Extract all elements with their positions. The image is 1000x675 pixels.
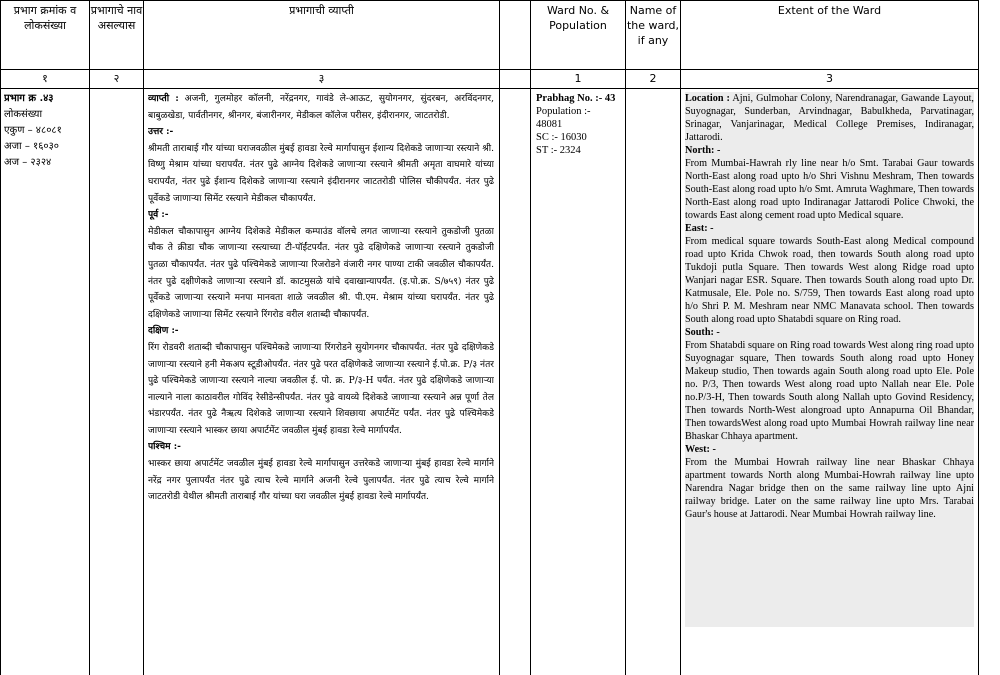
mr-east-label: पूर्व :- xyxy=(148,209,169,221)
en-east-text: From medical square towards South-East along Medical compound road upto Krida Chwok road, then towards South along road upto Tukdoji putla Square. Then towards West along Ridge road upto Wanjari nagar ESR. Square. Then towards South along road upto Dr. Katmusale, Ele. Pole no. S/759, Then towards East along road upto h/o Shri P. M. Meshram near NMC Manavata school. Then towards South along road upto Shatabdi square on Ring road. xyxy=(685,236,974,325)
grid-line xyxy=(530,0,531,675)
en-south-label: South: - xyxy=(685,327,720,338)
grid-line xyxy=(625,0,626,675)
grid-line xyxy=(89,0,90,675)
mr-scope-label: व्याप्ती : xyxy=(148,93,179,104)
mr-population-label: लोकसंख्या xyxy=(4,109,43,120)
mr-west-label: पश्चिम :- xyxy=(148,441,181,453)
mr-west-text: भास्कर छाया अपार्टमेंट जवळील मुंबई हावडा रेल्वे मार्गापासुन उत्तरेकडे जाणाऱ्या मुंबई हावडा रेल्वे मार्गाने नरेंद्र नगर पुलापर्यंत नंतर पुढे त्याच रेल्वे मार्गाने अजनी रेल्वे पुलापर्यंत. नंतर पुढे त्याच रेल्वे मार्गाने जाटतरोडी येथील श्रीमती ताराबाई गौर यांच्या घरा जवळील मुंबई हावडा रेल्वे मार्गापर्यंत. xyxy=(148,459,494,503)
grid-line xyxy=(143,0,144,675)
column-number: २ xyxy=(113,72,120,85)
mr-south-label: दक्षिण :- xyxy=(148,325,179,337)
grid-line xyxy=(0,0,1,675)
column-number: 2 xyxy=(649,72,657,85)
en-west-text: From the Mumbai Howrah railway line near Bhaskar Chhaya apartment towards North along Mumbai-Howrah railway line upto Narendra Nagar bridge then on the same railway line upto Ajni railway bridge. Later on the same railway line upto Mrs. Tarabai Gaur's house at Jattarodi. Near Mumbai Howrah railway line. xyxy=(685,457,974,520)
en-population-total: 48081 xyxy=(536,119,563,130)
column-number: ३ xyxy=(318,72,325,85)
column-number: 3 xyxy=(826,72,833,85)
mr-population-total: एकुण – ४८०८१ xyxy=(4,125,62,136)
mr-ward-info xyxy=(4,91,88,171)
grid-line xyxy=(978,0,979,675)
mr-population-sc: अजा – १६०३० xyxy=(4,141,60,152)
mr-population-st: अज – २३२४ xyxy=(4,157,52,168)
mr-ward-title: प्रभाग क्र .४३ xyxy=(4,93,54,104)
en-east-label: East: - xyxy=(685,223,714,234)
grid-line xyxy=(499,0,500,675)
en-population-sc: SC :- 16030 xyxy=(536,132,587,143)
header-mr-extent: प्रभागाची व्याप्ती xyxy=(289,4,354,17)
en-ward-info xyxy=(536,92,624,157)
grid-line xyxy=(680,0,681,675)
en-west-label: West: - xyxy=(685,444,716,455)
grid-line xyxy=(0,0,979,1)
en-location-label: Location : xyxy=(685,93,730,104)
grid-line xyxy=(0,88,979,89)
en-north-text: From Mumbai-Hawrah rly line near h/o Smt. Tarabai Gaur towards North-East along road upto h/o Shri Vishnu Meshram, Then towards South-East along road upto h/o Smt. Amruta Waghmare, Then towards North-East along road upto Indiranagar Jattarodi Police Chwoki, the towards East along cement road upto Medical square. xyxy=(685,158,974,221)
header-en-ward-name: Name of the ward, if any xyxy=(626,4,680,47)
mr-east-text: मेडीकल चौकापासुन आग्नेय दिशेकडे मेडीकल कम्पाउंड वॉलचे लगत जाणाऱ्या रस्त्याने तुकडोजी पुतळा चौक ते क्रीडा चौक जाणाऱ्या रस्त्याच्या टी-पॉईंटपर्यंत. नंतर पुढे दक्षिणेकडे जाणाऱ्या रस्त्याने तुकडोजी पुतळा चौकापर्यंत. नंतर पुढे पश्चिमेकडे जाणाऱ्या रिजरोडने वंजारी नगर पाण्या टाकी जवळील चौकापर्यंत. नंतर पुढे दक्षीणेकडे जाणाऱ्या रस्त्याने डॉ. काटमुसळे यांचे दवाखान्यापर्यंत. (इ.पो.क्र. S/७५९) नंतर पुढे पूर्वेकडे जाणाऱ्या रस्त्याने मनपा मानवता शाळे जवळील श्री. पी.एम. मेश्राम यांच्या घरापर्यंत. नंतर पुढे दक्षिणेकडे जाणाऱ्या सिमेंट रस्त्याने रिंगरोड वरील शताब्दी चौकापर्यंत. xyxy=(148,226,494,320)
header-en-extent: Extent of the Ward xyxy=(777,4,882,17)
mr-extent-text xyxy=(148,91,494,675)
en-north-label: North: - xyxy=(685,145,721,156)
mr-north-label: उत्तर :- xyxy=(148,126,174,138)
header-en-ward-population: Ward No. & Population xyxy=(546,4,610,32)
en-south-text: From Shatabdi square on Ring road towards West along ring road upto Suyognagar square, Then towards South along road upto Honey Makeup studio, Then towards again South along road upto Ele. Pole no. P/3, Then towards West along road upto Nallah near Ele. Pole no.P/3-H, Then towards South along Nallah upto Govind Residency, Then towards North-West alongroad upto Annapurna Oil Bhandar, Then towardsWest along road upto Mumbai Howrah railway line near Bhaskar Chhaya apartment. xyxy=(685,340,974,442)
en-population-st: ST :- 2324 xyxy=(536,145,581,156)
mr-scope-text: अजनी, गुलमोहर कॉलनी, नरेंद्रनगर, गावंडे ले-आऊट, सुयोगनगर, सुंदरबन, अरविंदनगर, बाबुळखेडा, पार्वतीनगर, श्रीनगर, बंजारीनगर, मेडीकल कॉलेज परीसर, इंदीरानगर, जाटतरोडी. xyxy=(148,94,494,121)
en-location-text: Ajni, Gulmohar Colony, Narendranagar, Gawande Layout, Suyognagar, Sunderban, Arvindnagar, Babulkheda, Parvatinagar, Srinagar, Vanjarinagar, Medical College Premises, Indiranagar, Jattarodi. xyxy=(685,93,974,143)
header-mr-ward-population: प्रभाग क्रमांक व लोकसंख्या xyxy=(13,4,77,32)
grid-line xyxy=(0,69,979,70)
header-mr-ward-name: प्रभागाचे नाव असल्यास xyxy=(90,4,143,32)
en-ward-title: Prabhag No. :- 43 xyxy=(536,93,616,104)
column-number: 1 xyxy=(574,72,582,85)
column-number: १ xyxy=(42,72,48,85)
en-extent-text xyxy=(685,92,974,627)
mr-south-text: रिंग रोडवरी शताब्दी चौकापासुन पश्चिमेकडे जाणाऱ्या रिंगरोडने सुयोगनगर चौकापर्यंत. नंतर पुढे दक्षिणेकडे जाणाऱ्या रस्त्याने हनी मेकअप स्टूडीओपर्यंत. नंतर पुढे परत दक्षिणेकडे जाणाऱ्या रस्त्याने ई.पो.क्र. P/३ नंतर पुढे पश्चिमेकडे जाणाऱ्या रस्त्याने नाल्या जवळील ई. पो. क्र. P/३-H पर्यंत. नंतर पुढे दक्षिणेकडे जाणाऱ्या नाल्याने नाला काठावरील गोविंद रेसीडेन्सीपर्यंत. नंतर पुढे वायव्ये दिशेकडे जाणाऱ्या रस्त्याने अन्न पूर्णा तेल भंडारपर्यंत. नंतर पुढे नैऋत्य दिशेकडे जाणाऱ्या रस्त्याने शिवछाया अपार्टमेंट पर्यंत. नंतर पुढे पश्चिमेकडे जाणाऱ्या रस्त्याने भास्कर छाया अपार्टमेंट जवळील मुंबई हावडा रेल्वे मार्गापर्यंत. xyxy=(148,342,494,436)
en-population-label: Population :- xyxy=(536,106,591,117)
mr-north-text: श्रीमती ताराबाई गौर यांच्या घराजवळील मुंबई हावडा रेल्वे मार्गापासुन ईशान्य दिशेकडे जाणाऱ्या रस्त्याने श्री. विष्णु मेश्राम यांच्या घरापर्यंत. नंतर पुढे आग्नेय दिशेकडे जाणाऱ्या रस्त्याने श्रीमती अमृता वाघमारे यांच्या घरापर्यंत, नंतर पुढे ईशान्य दिशेकडे जाणाऱ्या रस्त्याने इंदीरानगर जाटतरोडी पोलिस चौकीपर्यंत. नंतर पुढे पूर्वेकडे जाणाऱ्या सिमेंट रस्त्याने मेडीकल चौकापर्यंत. xyxy=(148,143,494,204)
